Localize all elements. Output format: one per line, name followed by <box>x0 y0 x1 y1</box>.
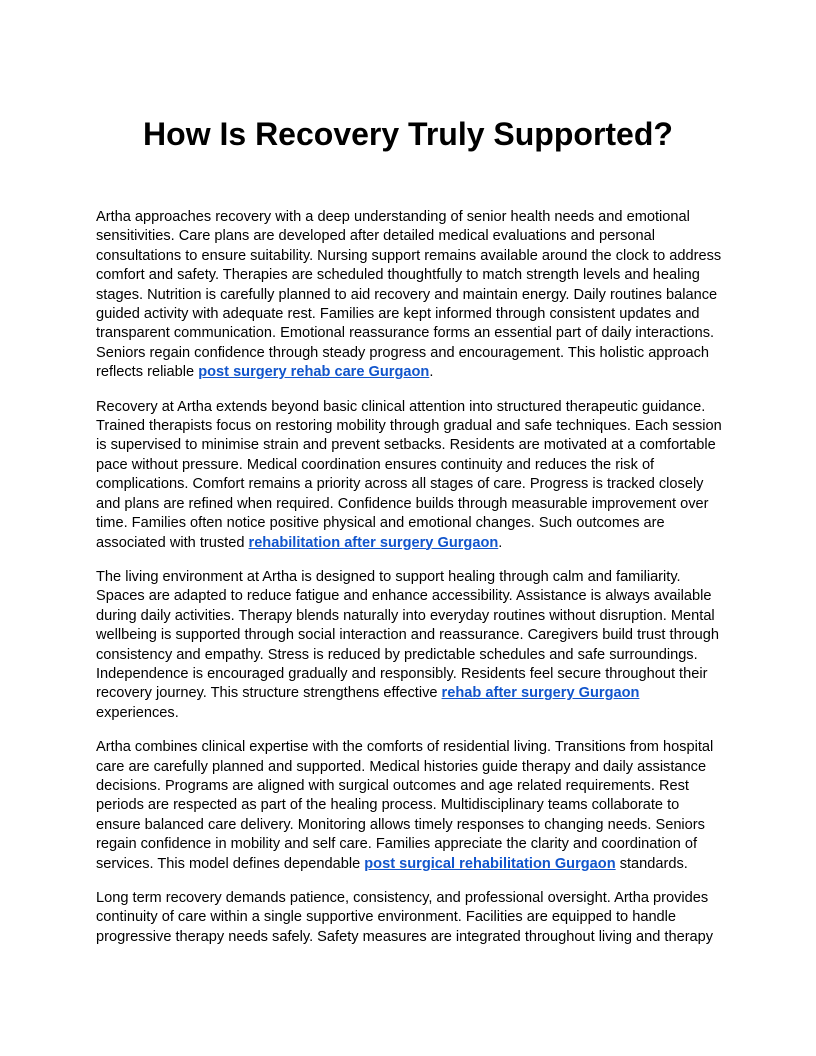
paragraph-5 <box>96 889 722 947</box>
paragraph-1 <box>96 208 722 383</box>
paragraph-2-end: . <box>498 534 503 551</box>
paragraph-1-end: . <box>429 364 434 381</box>
paragraph-4-end: standards. <box>615 855 688 872</box>
paragraph-4-text: Artha combines clinical expertise with the comforts of residential living. Transitions from hospital care are carefully planned and supported. Medical histories guide therapy and daily assistance decisions. Programs are aligned with surgical outcomes and age related requirements. Rest periods are respected as part of the healing process. Multidisciplinary teams collaborate to ensure balanced care delivery. Monitoring allows timely responses to changing needs. Seniors regain confidence in mobility and self care. Families appreciate the clarity and coordination of services. This model defines dependable <box>96 739 714 872</box>
paragraph-3 <box>96 568 722 723</box>
link-rehab-after-surgery[interactable]: rehab after surgery Gurgaon <box>441 685 640 702</box>
paragraph-3-text: The living environment at Artha is designed to support healing through calm and familiarity. Spaces are adapted to reduce fatigue and enhance accessibility. Assistance is always available during daily activities. Therapy blends naturally into everyday routines without disruption. Mental wellbeing is supported through social interaction and reassurance. Caregivers build trust through consistency and empathy. Stress is reduced by predictable schedules and safe surroundings. Independence is encouraged gradually and responsibly. Residents feel secure throughout their recovery journey. This structure strengthens effective <box>96 568 720 702</box>
paragraph-3-end: experiences. <box>96 704 179 721</box>
paragraph-1-text: Artha approaches recovery with a deep understanding of senior health needs and emotional sensitivities. Care plans are developed after detailed medical evaluations and personal consultations to ensure suitability. Nursing support remains available around the clock to address comfort and safety. Therapies are scheduled thoughtfully to match strength levels and healing stages. Nutrition is carefully planned to aid recovery and maintain energy. Daily routines balance guided activity with adequate rest. Families are kept informed through consistent updates and transparent communication. Emotional reassurance forms an essential part of daily interactions. Seniors regain confidence through steady progress and encouragement. This holistic approach reflects reliable <box>96 209 722 381</box>
page-title: How Is Recovery Truly Supported? <box>143 116 673 152</box>
link-post-surgery-rehab-care[interactable]: post surgery rehab care Gurgaon <box>198 364 430 381</box>
paragraph-2-text: Recovery at Artha extends beyond basic clinical attention into structured therapeutic guidance. Trained therapists focus on restoring mobility through gradual and safe techniques. Each session is supervised to minimise strain and prevent setbacks. Residents are motivated at a comfortable pace without pressure. Medical coordination ensures continuity and reduces the risk of complications. Comfort remains a priority across all stages of care. Progress is tracked closely and plans are refined when required. Confidence builds through measurable improvement over time. Families often notice positive physical and emotional changes. Such outcomes are associated with trusted <box>96 398 722 551</box>
link-post-surgical-rehabilitation[interactable]: post surgical rehabilitation Gurgaon <box>364 855 616 872</box>
document-body <box>96 208 722 962</box>
link-rehabilitation-after-surgery[interactable]: rehabilitation after surgery Gurgaon <box>248 534 499 551</box>
paragraph-5-text: Long term recovery demands patience, consistency, and professional oversight. Artha provides continuity of care within a single supportive environment. Facilities are equipped to handle progressive therapy needs safely. Safety measures are integrated throughout living and therapy <box>96 890 714 945</box>
paragraph-4 <box>96 738 722 874</box>
paragraph-2 <box>96 398 722 553</box>
